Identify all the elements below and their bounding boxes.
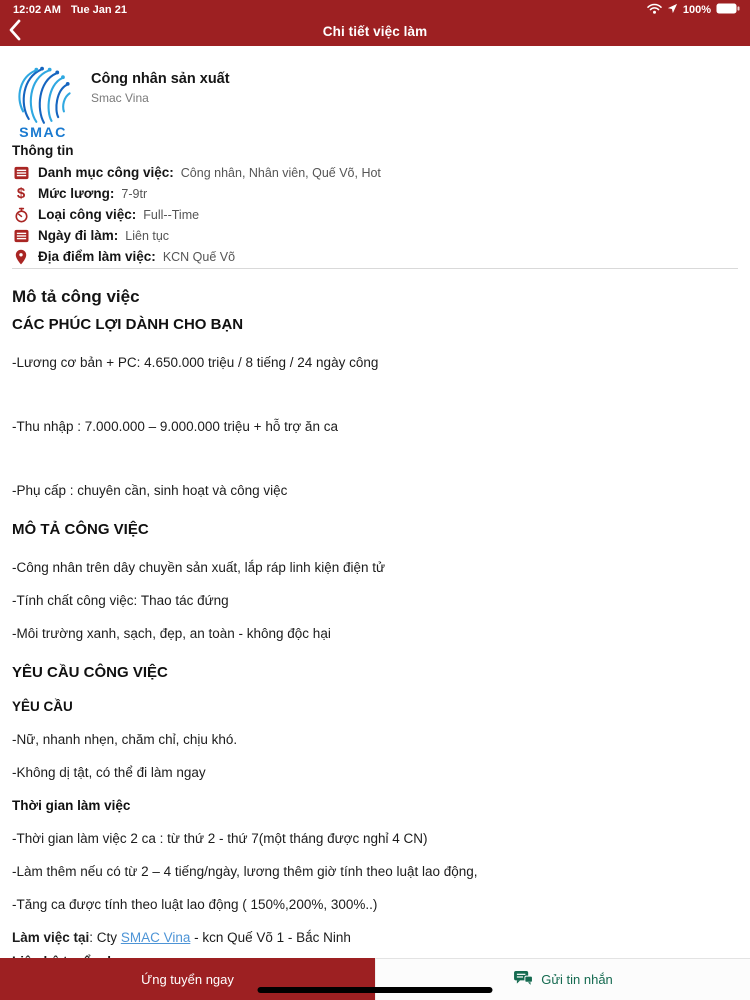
list-icon <box>12 229 30 243</box>
description-line: -Phụ cấp : chuyên cần, sinh hoạt và công việc <box>12 483 288 498</box>
svg-text:SMAC: SMAC <box>19 125 67 138</box>
back-button[interactable] <box>8 17 38 43</box>
description-section <box>0 269 750 986</box>
send-message-label: Gửi tin nhắn <box>541 972 613 987</box>
battery-percent: 100% <box>682 4 711 16</box>
info-value: Công nhân, Nhân viên, Quế Võ, Hot <box>180 165 381 180</box>
job-title: Công nhân sản xuất <box>91 71 230 87</box>
pin-icon <box>12 249 30 265</box>
list-icon <box>12 166 30 180</box>
battery-icon <box>716 3 740 17</box>
send-message-button[interactable] <box>375 958 750 1000</box>
info-value: KCN Quế Võ <box>162 249 236 264</box>
status-date: Tue Jan 21 <box>70 4 127 16</box>
info-heading: Thông tin <box>12 143 74 158</box>
description-line: -Thời gian làm việc 2 ca : từ thứ 2 - thứ 7(một tháng được nghỉ 4 CN) <box>12 831 428 846</box>
content-scroll-area[interactable] <box>0 46 750 1000</box>
status-bar <box>0 0 750 16</box>
benefits-heading: CÁC PHÚC LỢI DÀNH CHO BẠN <box>12 316 244 333</box>
info-label: Địa điểm làm việc: <box>38 249 156 264</box>
home-indicator[interactable] <box>258 987 493 993</box>
info-label: Ngày đi làm: <box>38 228 119 243</box>
description-line: -Lương cơ bản + PC: 4.650.000 triệu / 8 tiếng / 24 ngày công <box>12 355 379 370</box>
work-at-label: Làm việc tại <box>12 930 90 945</box>
nav-bar <box>0 16 750 46</box>
dollar-icon: $ <box>16 185 26 202</box>
description-line: -Thu nhập : 7.000.000 – 9.000.000 triệu + hỗ trợ ăn ca <box>12 419 338 434</box>
requirements-heading: YÊU CẦU CÔNG VIỆC <box>12 664 168 681</box>
location-arrow-icon <box>667 3 678 17</box>
info-label: Loại công việc: <box>38 207 137 222</box>
info-row-location <box>12 246 738 267</box>
info-value: 7-9tr <box>121 186 148 201</box>
apply-button-label: Ứng tuyển ngay <box>141 971 234 987</box>
info-row-start-date <box>12 225 738 246</box>
requirements-subheading: YÊU CẦU <box>12 699 73 714</box>
info-section <box>0 143 750 269</box>
info-row-job-type <box>12 204 738 225</box>
work-at-post: - kcn Quế Võ 1 - Bắc Ninh <box>190 930 351 945</box>
description-line: -Nữ, nhanh nhẹn, chăm chỉ, chịu khó. <box>12 732 238 747</box>
apply-button[interactable] <box>0 958 375 1000</box>
working-hours-heading: Thời gian làm việc <box>12 798 131 813</box>
description-line: -Môi trường xanh, sạch, đẹp, an toàn - không độc hại <box>12 626 331 641</box>
company-link[interactable]: SMAC Vina <box>120 930 191 945</box>
info-row-salary <box>12 183 738 204</box>
info-label: Mức lương: <box>38 186 115 201</box>
description-line: -Công nhân trên dây chuyền sản xuất, lắp ráp linh kiện điện tử <box>12 560 386 575</box>
company-logo <box>12 62 74 138</box>
status-time: 12:02 AM <box>13 4 61 16</box>
info-value: Full--Time <box>143 207 200 222</box>
page-title: Chi tiết việc làm <box>322 23 428 39</box>
work-at-pre: : Cty <box>89 930 121 945</box>
description-line: -Tăng ca được tính theo luật lao động ( 150%,200%, 300%..) <box>12 897 378 912</box>
info-value: Liên tục <box>125 228 170 243</box>
job-header <box>0 46 750 138</box>
description-line: -Tính chất công việc: Thao tác đứng <box>12 593 229 608</box>
work-location-line <box>12 929 351 946</box>
chat-icon <box>513 970 533 989</box>
description-heading: Mô tả công việc <box>12 287 140 306</box>
bottom-action-bar <box>0 958 750 1000</box>
wifi-icon <box>647 3 662 17</box>
info-label: Danh mục công việc: <box>38 165 174 180</box>
job-description-heading: MÔ TẢ CÔNG VIỆC <box>12 521 149 538</box>
description-line: -Không dị tật, có thể đi làm ngay <box>12 765 206 780</box>
app-header <box>0 0 750 46</box>
company-name: Smac Vina <box>91 91 149 105</box>
stopwatch-icon <box>12 207 30 223</box>
info-row-category <box>12 162 738 183</box>
description-line: -Làm thêm nếu có từ 2 – 4 tiếng/ngày, lương thêm giờ tính theo luật lao động, <box>12 864 478 879</box>
